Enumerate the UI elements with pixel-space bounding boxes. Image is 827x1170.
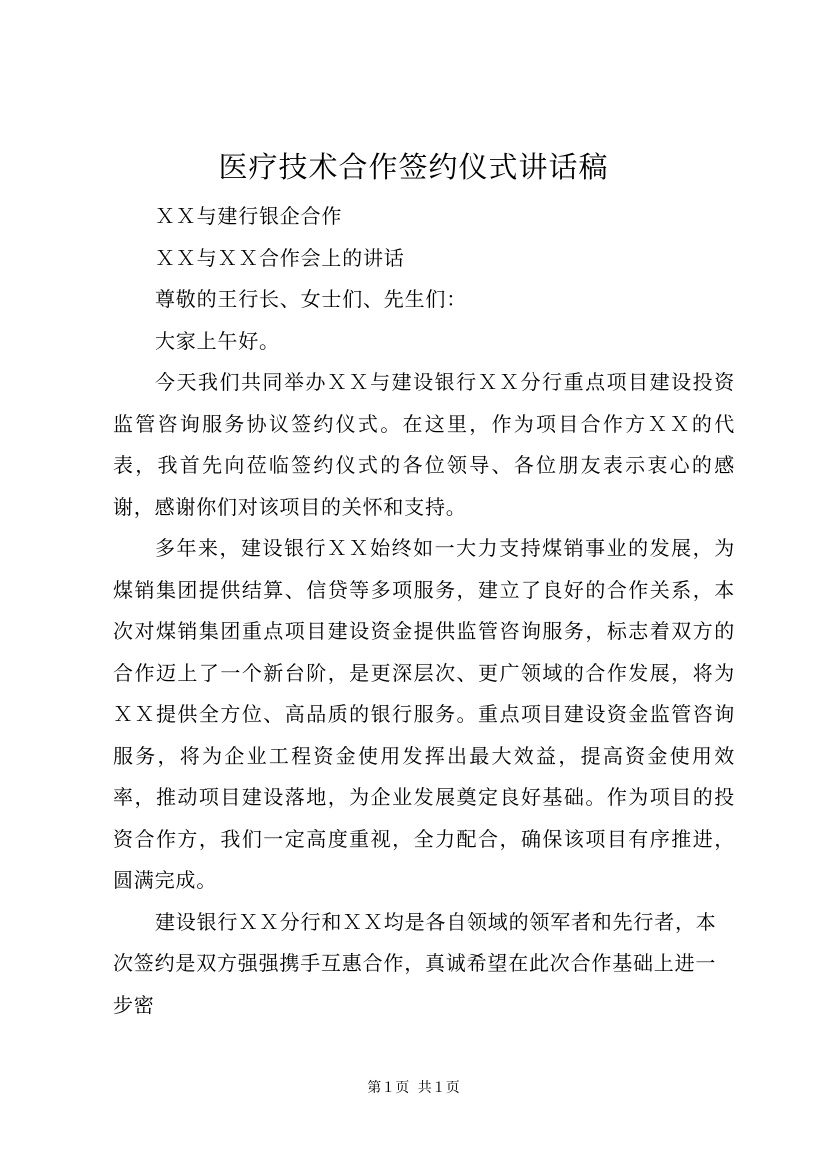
paragraph-subtitle-2: ＸＸ与ＸＸ合作会上的讲话 (155, 245, 405, 270)
document-body (113, 196, 735, 1026)
page-total: 共１页 (417, 1080, 460, 1096)
paragraph-subtitle-1: ＸＸ与建行银企合作 (155, 204, 343, 228)
page-number: 第１页 (367, 1080, 410, 1096)
paragraph-salutation: 尊敬的王行长、女士们、先生们： (155, 287, 467, 311)
document-title: 医疗技术合作签约仪式讲话稿 (218, 150, 609, 184)
page-footer (0, 1078, 827, 1098)
paragraph-body-1: 今天我们共同举办ＸＸ与建设银行ＸＸ分行重点项目建设投资监管咨询服务协议签约仪式。在这里，作为项目合作方ＸＸ的代表，我首先向莅临签约仪式的各位领导、各位朋友表示衷心的感谢，感谢你们对该项目的关怀和支持。 (113, 370, 735, 519)
paragraph-body-3: 建设银行ＸＸ分行和ＸＸ均是各自领域的领军者和先行者，本次签约是双方强强携手互惠合作，真诚希望在此次合作基础上进一步密 (113, 909, 717, 1017)
paragraph-body-2: 多年来，建设银行ＸＸ始终如一大力支持煤销事业的发展，为煤销集团提供结算、信贷等多项服务，建立了良好的合作关系，本次对煤销集团重点项目建设资金提供监管咨询服务，标志着双方的合作迈上了一个新台阶，是更深层次、更广领域的合作发展，将为ＸＸ提供全方位、高品质的银行服务。重点项目建设资金监管咨询服务，将为企业工程资金使用发挥出最大效益，提高资金使用效率，推动项目建设落地，为企业发展奠定良好基础。作为项目的投资合作方，我们一定高度重视，全力配合，确保该项目有序推进，圆满完成。 (113, 536, 735, 892)
paragraph-greeting: 大家上午好。 (155, 328, 280, 353)
